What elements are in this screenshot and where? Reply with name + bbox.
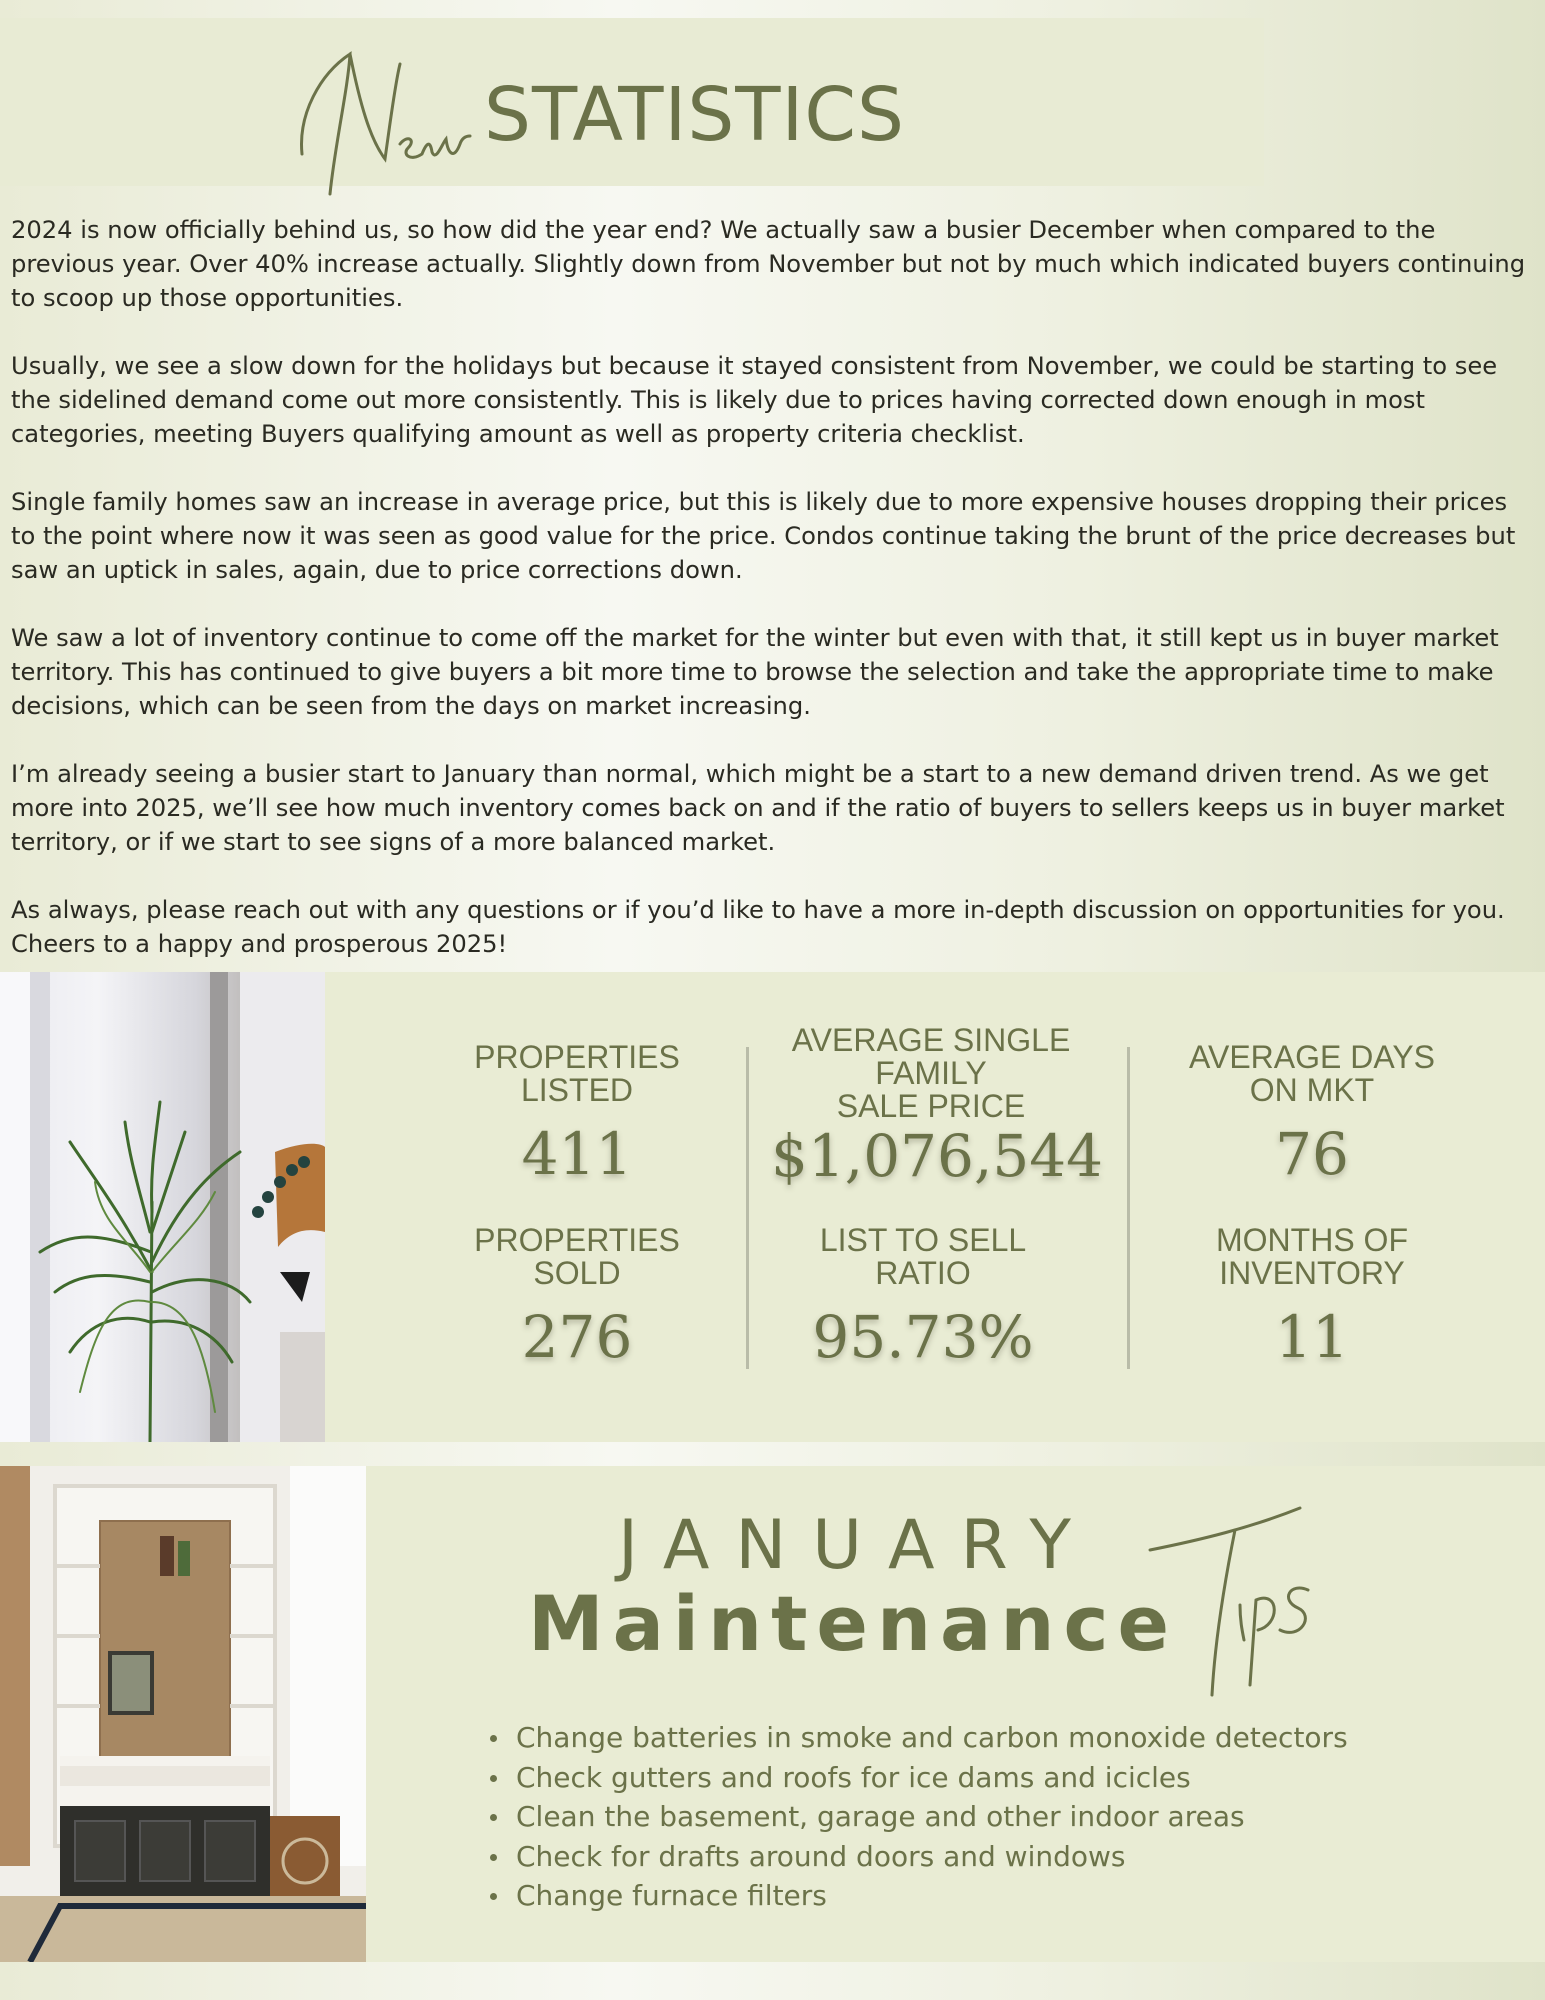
stat-label bbox=[1172, 1041, 1452, 1107]
tip-text: Change furnace filters bbox=[516, 1879, 827, 1912]
tips-month-heading: JANUARY bbox=[618, 1506, 1097, 1585]
stat-value: 276 bbox=[521, 1303, 633, 1371]
stat-label-line: SALE PRICE bbox=[836, 1088, 1026, 1124]
stat-label-line: ON MKT bbox=[1249, 1072, 1375, 1108]
bullet-icon bbox=[490, 1893, 497, 1900]
stat-value: 411 bbox=[521, 1120, 633, 1188]
tips-list-item bbox=[516, 1797, 1348, 1837]
paragraph: Single family homes saw an increase in average price, but this is likely due to more expensive houses dropping their prices to the point where now it was seen as good value for the price. Condos continue taking the brunt of the price decreases but saw an uptick in sales, again, due to price corrections down. bbox=[11, 488, 1516, 584]
tips-list-item bbox=[516, 1758, 1348, 1798]
stat-label-line: PROPERTIES bbox=[474, 1222, 680, 1258]
paragraph: We saw a lot of inventory continue to come off the market for the winter but even with that, it still kept us in buyer market territory. This has continued to give buyers a bit more time to browse the selection and take the appropriate time to make decisions, which can be seen from the days on market increasing. bbox=[11, 624, 1499, 720]
bullet-icon bbox=[490, 1854, 497, 1861]
bullet-icon bbox=[490, 1735, 497, 1742]
stat-label-line: LISTED bbox=[520, 1072, 634, 1108]
bullet-icon bbox=[490, 1775, 497, 1782]
page-title: STATISTICS bbox=[484, 72, 905, 158]
new-script-lettering bbox=[290, 44, 480, 204]
stat-label-line: AVERAGE DAYS bbox=[1189, 1039, 1435, 1075]
stat-label-line: PROPERTIES bbox=[474, 1039, 680, 1075]
tips-list-item bbox=[516, 1837, 1348, 1877]
stat-label-line: FAMILY bbox=[875, 1055, 987, 1091]
paragraph: 2024 is now officially behind us, so how did the year end? We actually saw a busier December when compared to the previous year. Over 40% increase actually. Slightly down from November but not by much which indicated buyers continuing to scoop up those opportunities. bbox=[11, 216, 1526, 312]
stat-months-of-inventory bbox=[1172, 1222, 1452, 1371]
stat-label-line: SOLD bbox=[533, 1255, 621, 1291]
stat-label-line: AVERAGE SINGLE bbox=[791, 1022, 1071, 1058]
tip-text: Check for drafts around doors and windows bbox=[516, 1839, 1126, 1873]
stat-label-line: RATIO bbox=[875, 1255, 971, 1291]
stat-value: $1,076,544 bbox=[771, 1122, 1104, 1190]
column-divider bbox=[1127, 1047, 1130, 1369]
tips-list-item bbox=[516, 1876, 1348, 1916]
tips-list-item bbox=[516, 1718, 1348, 1758]
tip-text: Clean the basement, garage and other indoor areas bbox=[516, 1800, 1245, 1833]
stat-label-line: INVENTORY bbox=[1219, 1255, 1405, 1291]
stat-label bbox=[783, 1224, 1063, 1290]
stat-value: 11 bbox=[1275, 1303, 1349, 1371]
tips-script-lettering bbox=[1140, 1500, 1320, 1700]
stat-label bbox=[437, 1224, 717, 1290]
tips-list bbox=[516, 1718, 1348, 1916]
tip-text: Check gutters and roofs for ice dams and icicles bbox=[516, 1760, 1191, 1794]
stat-value: 95.73% bbox=[812, 1303, 1034, 1371]
stat-average-days-on-market bbox=[1172, 1039, 1452, 1188]
stat-label bbox=[771, 1024, 1091, 1123]
header-banner bbox=[0, 18, 1264, 186]
tip-text: Change batteries in smoke and carbon monoxide detectors bbox=[516, 1721, 1348, 1754]
living-room-illustration bbox=[0, 1466, 366, 1962]
paragraph: As always, please reach out with any questions or if you’d like to have a more in-depth discussion on opportunities for you. Cheers to a happy and prosperous 2025! bbox=[11, 896, 1505, 958]
column-divider bbox=[746, 1047, 749, 1369]
stat-label-line: LIST TO SELL bbox=[819, 1222, 1027, 1258]
plant-photo bbox=[0, 972, 325, 1442]
living-room-photo bbox=[0, 1466, 366, 1962]
stat-list-to-sell-ratio bbox=[783, 1222, 1063, 1371]
plant-illustration bbox=[0, 972, 325, 1442]
tips-maintenance-heading: Maintenance bbox=[528, 1579, 1179, 1668]
stat-value: 76 bbox=[1275, 1120, 1349, 1188]
stat-label-line: MONTHS OF bbox=[1216, 1222, 1408, 1258]
stat-properties-sold bbox=[437, 1222, 717, 1371]
stat-properties-listed bbox=[437, 1039, 717, 1188]
stat-label bbox=[437, 1041, 717, 1107]
stat-average-sale-price bbox=[771, 1022, 1104, 1190]
paragraph: Usually, we see a slow down for the holidays but because it stayed consistent from November, we could be starting to see the sidelined demand come out more consistently. This is likely due to prices having corrected down enough in most categories, meeting Buyers qualifying amount as well as property criteria checklist. bbox=[11, 352, 1498, 448]
stat-label bbox=[1172, 1224, 1452, 1290]
paragraph: I’m already seeing a busier start to January than normal, which might be a start to a new demand driven trend. As we get more into 2025, we’ll see how much inventory comes back on and if the ratio of buyers to sellers keeps us in buyer market territory, or if we start to see signs of a more balanced market. bbox=[11, 760, 1505, 856]
intro-text bbox=[11, 213, 1531, 995]
bullet-icon bbox=[490, 1814, 497, 1821]
